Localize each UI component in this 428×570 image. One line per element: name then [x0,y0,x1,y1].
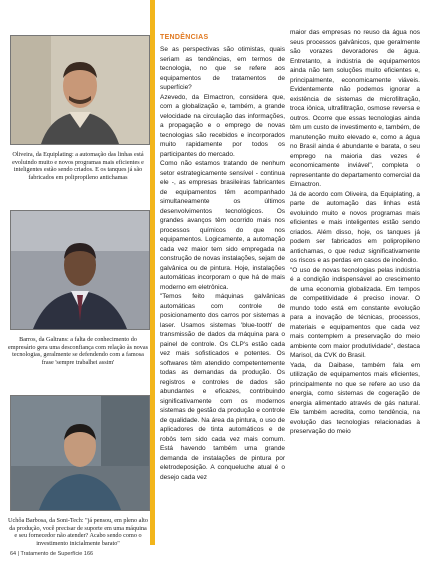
paragraph: "Temos feito máquinas galvânicas automáticas com controle de posicionamento dos carros por sistemas a laser. Usamos sistemas 'blue-tooth' de transmissão de dados da máquina para o painel de controle. Os CLP's estão cada vez mais sofisticados e potentes. Os softwares têm atendido competentemente todas as demandas da produção. Os registros e controles de dados são abundantes e eficazes, contribuindo significativamente com os modernos sistemas de gestão da produção e controle de qualidade. Na área da pintura, o uso de aplicadores de tinta automáticos e de robôs tem sido cada vez mais comum. Está havendo também uma grande demanda de instalações de pintura por eletrodeposição. A conqueluche atual é o desejo cada vez [160,293,285,481]
photo-barbosa [10,395,150,511]
paragraph: Se as perspectivas são otimistas, quais seriam as tendências, em termos de tecnologia, no que se refere aos equipamentos de tratamentos de superfície? [160,46,285,91]
caption-oliveira: Oliveira, da Equiplating: a automação das linhas está evoluindo muito e novos programas mais eficientes e inteligentes estão sendo criados. E os tanques já são fabricados em polipropileno antichamas [12,151,144,181]
paragraph: Azevedo, da Elmactron, considera que, com a globalização e, também, a grande velocidade na circulação das informações, a propagação e o emprego de novas tecnologias são recebidos e incorporados muito rapidamente por todos os participantes do mercado. [160,93,285,158]
caption-barbosa: Uchôa Barbosa, da Soni-Tech: "já pensou, em pleno alto da produção, você precisar de suporte em uma máquina e seu fornecedor não atender? Acabo sendo como o investimento inicialmente barato" [8,517,148,547]
paragraph: Já de acordo com Oliveira, da Equiplating, a parte de automação das linhas está evoluindo muito e novos programas mais eficientes e mais inteligentes estão sendo criados. Além disso, hoje, os tanques já podem ser fabricados em polipropileno antichamas, o que reduz significativamente os riscos e as perdas em casos de incêndio. [290,190,420,264]
accent-bar [150,0,155,545]
paragraph: "O uso de novas tecnologias pelas indústria é a condição indispensável ao crescimento de uma economia globalizada. Em tempos de competitividade é preciso inovar. O mundo todo está em constante evolução para a inovação de técnicas, processos, materiais e equipamentos que cada vez mais contemplem a preservação do meio ambiente com maior produtividade", destaca Marisol, da CVK do Brasil. [290,266,420,359]
caption-barros: Barros, da Galtrans: a falta de conhecimento do empresário gera uma desconfiança com relação às novas tecnologias, geralmente se defendendo com a famosa frase 'sempre trabalhei assim' [8,336,149,366]
photo-sidebar [0,0,153,545]
article-column-1 [160,45,285,482]
photo-oliveira [10,35,150,145]
paragraph: Yada, da Daibase, também fala em utilização de equipamentos mais eficientes, principalmente no que se refere ao uso da energia, como sistemas de cogeração de energia alimentado através de gás natural. Ele também acredita, como tendência, na evolução das tecnologias relacionadas à preservação do meio [290,361,420,435]
paragraph: Como não estamos tratando de nenhum setor estrategicamente sensível - continua ele -, as empresas brasileiras fabricantes de equipamentos têm acompanhado simultaneamente os últimos desenvolvimentos tecnológicos. Os grandes avanços têm ocorrido mais nos processos químicos do que nos equipamentos. Logicamente, a automação cada vez maior tem sido empregada na construção de novas instalações, sejam de galvânica ou de pintura. Hoje, instalações automáticas incorporam o que há de mais moderno em eletrônica. [160,160,285,291]
photo-barros [10,210,150,330]
article-column-2 [290,28,420,437]
page-footer: 64 | Tratamento de Superfície 166 [10,551,94,557]
section-title: TENDÊNCIAS [160,34,209,41]
paragraph: maior das empresas no reuso da água nos seus processos galvânicos, que geralmente são vorazes devoradores de água. Entretanto, a indústria de equipamentos ainda não tem soluções muito eficientes e, principalmente, economicamente viáveis. Evidentemente não podemos ignorar a existência de sistemas de microfiltração, troca iônica, ultrafiltração, osmose reversa e outros. Ocorre que essas tecnologias ainda têm um custo de investimento e, também, de manutenção muito elevado e, como a água no Brasil ainda é abundante e barata, o seu emprego na maioria das vezes é economicamente inviável", completa o representante do departamento comercial da Elmactron. [290,29,420,188]
